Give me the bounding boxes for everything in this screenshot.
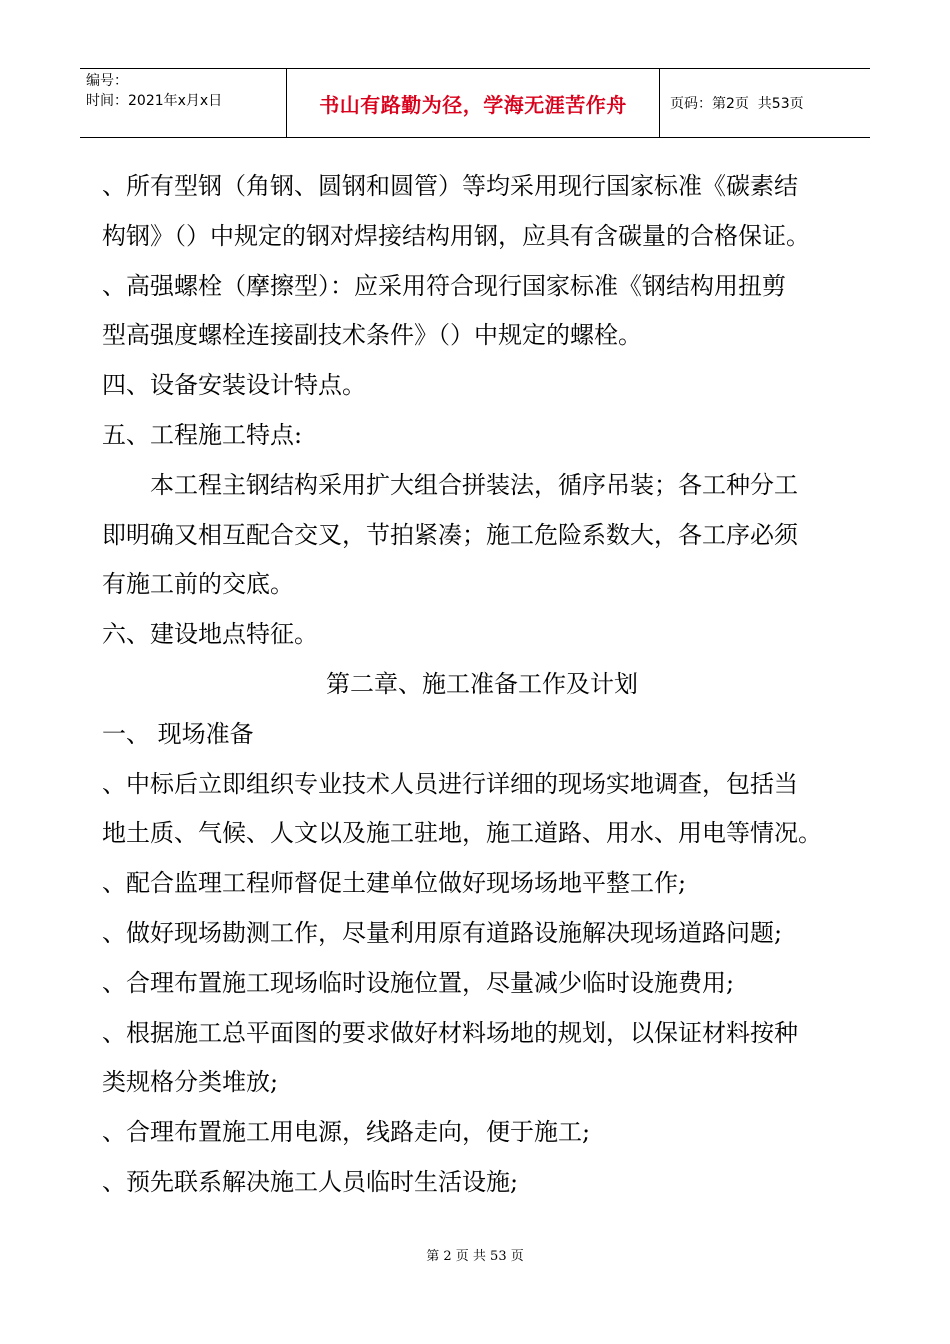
header-motto: 书山有路勤为径，学海无涯苦作舟 bbox=[286, 69, 660, 137]
body-line: 类规格分类堆放; bbox=[102, 1068, 279, 1097]
header-meta bbox=[80, 69, 286, 137]
body-line: 、合理布置施工现场临时设施位置，尽量减少临时设施费用; bbox=[102, 968, 735, 997]
body-line: 即明确又相互配合交叉，节拍紧凑；施工危险系数大，各工序必须 bbox=[102, 520, 798, 549]
body-line: 本工程主钢结构采用扩大组合拼装法，循序吊装；各工种分工 bbox=[150, 470, 798, 499]
body-line: 构钢》（）中规定的钢对焊接结构用钢，应具有含碳量的合格保证。 bbox=[102, 221, 810, 250]
page-info-text: 页码：第2页 共53页 bbox=[670, 96, 804, 112]
body-line: 、所有型钢（角钢、圆钢和圆管）等均采用现行国家标准《碳素结 bbox=[102, 172, 798, 200]
body-line: 、配合监理工程师督促土建单位做好现场场地平整工作; bbox=[102, 869, 687, 898]
document-time-label: 时间：2021年x月x日 bbox=[86, 93, 223, 109]
section-heading: 六、建设地点特征。 bbox=[102, 620, 318, 649]
body-line: 有施工前的交底。 bbox=[102, 570, 294, 599]
chapter-title: 第二章、施工准备工作及计划 bbox=[326, 669, 638, 698]
section-heading: 五、工程施工特点: bbox=[102, 420, 303, 449]
body-line: 、中标后立即组织专业技术人员进行详细的现场实地调查，包括当 bbox=[102, 769, 798, 798]
body-line: 、高强螺栓（摩擦型）：应采用符合现行国家标准《钢结构用扭剪 bbox=[102, 271, 786, 300]
section-heading: 四、设备安装设计特点。 bbox=[102, 371, 366, 400]
body-line: 、合理布置施工用电源，线路走向，便于施工; bbox=[102, 1118, 591, 1147]
document-number-label: 编号： bbox=[86, 73, 128, 89]
body-line: 地土质、气候、人文以及施工驻地，施工道路、用水、用电等情况。 bbox=[102, 819, 822, 848]
document-body bbox=[102, 162, 862, 1208]
header-page-info bbox=[660, 69, 870, 137]
body-line: 、做好现场勘测工作，尽量利用原有道路设施解决现场道路问题; bbox=[102, 918, 783, 947]
page-footer: 第 2 页 共 53 页 bbox=[426, 1249, 524, 1264]
body-line: 型高强度螺栓连接副技术条件》（）中规定的螺栓。 bbox=[102, 321, 642, 350]
body-line: 、根据施工总平面图的要求做好材料场地的规划，以保证材料按种 bbox=[102, 1018, 798, 1047]
body-line: 、预先联系解决施工人员临时生活设施; bbox=[102, 1167, 519, 1196]
page-header bbox=[80, 68, 870, 138]
section-heading: 一、 现场准备 bbox=[102, 719, 254, 748]
